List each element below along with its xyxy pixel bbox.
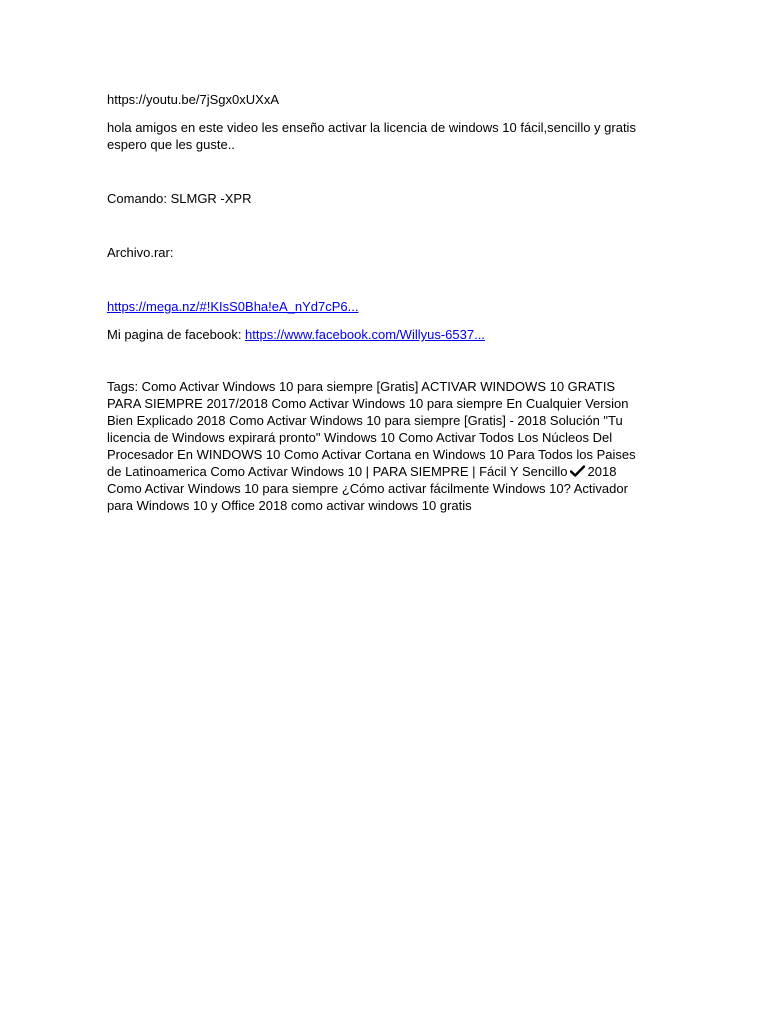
mega-link[interactable]: https://mega.nz/#!KIsS0Bha!eA_nYd7cP6... bbox=[107, 299, 359, 314]
video-url-text: https://youtu.be/7jSgx0xUXxA bbox=[107, 92, 279, 107]
tags-paragraph bbox=[107, 378, 652, 514]
tags-text-start: Tags: Como Activar Windows 10 para siempre [Gratis] ACTIVAR WINDOWS 10 GRATIS PARA SIEMPRE 2017/2018 Como Activar Windows 10 para siempre En Cualquier Version Bien Explicado 2018 Como Activar Windows 10 para siempre [Gratis] - 2018 Solución "Tu licencia de Windows expirará pronto" Windows 10 Como Activar Todos Los Núcleos Del Procesador En WINDOWS 10 Como Activar Cortana en Windows 10 Para Todos los Paises de Latinoamerica Como Activar Windows 10 | PARA SIEMPRE | Fácil Y Sencillo bbox=[107, 379, 636, 479]
intro-paragraph: hola amigos en este video les enseño activar la licencia de windows 10 fácil,sencillo y gratis espero que les guste.. bbox=[107, 120, 636, 152]
check-mark-icon bbox=[570, 465, 585, 477]
facebook-link[interactable]: https://www.facebook.com/Willyus-6537... bbox=[245, 327, 485, 342]
archive-label: Archivo.rar: bbox=[107, 245, 174, 260]
facebook-label: Mi pagina de facebook: bbox=[107, 327, 246, 342]
facebook-line bbox=[107, 326, 652, 343]
tags-text-end: 2018 Como Activar Windows 10 para siempre ¿Cómo activar fácilmente Windows 10? Activador para Windows 10 y Office 2018 como activar windows 10 gratis bbox=[107, 464, 628, 513]
command-text: Comando: SLMGR -XPR bbox=[107, 191, 252, 206]
document-page bbox=[107, 91, 652, 514]
